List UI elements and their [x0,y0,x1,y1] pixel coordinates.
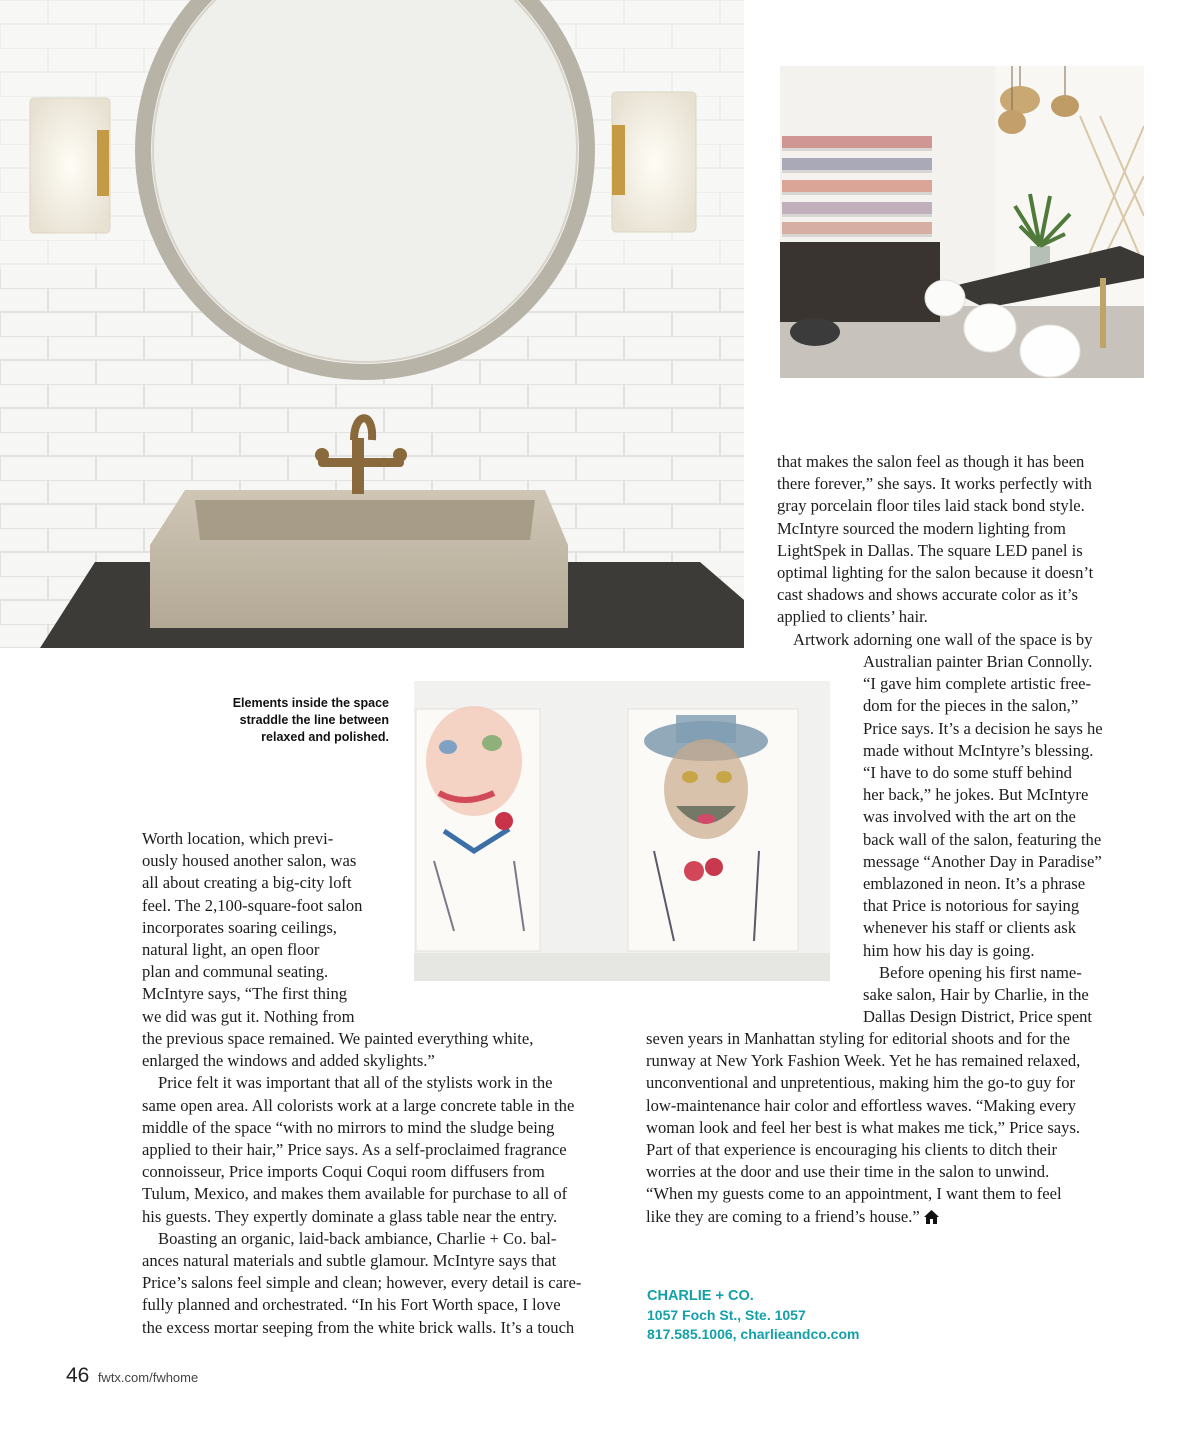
left-column-wide [142,1028,622,1339]
text-line [646,1206,1136,1230]
right-column-narrow [863,651,1128,1028]
text-line: Price’s salons feel simple and clean; however, every detail is care- [142,1273,582,1293]
text-line: all about creating a big-city loft [142,873,352,893]
text-line: Boasting an organic, laid-back ambiance, Charlie + Co. bal- [158,1228,557,1248]
text-line: Artwork adorning one wall of the space is by [793,629,1093,649]
text-line: gray porcelain floor tiles laid stack bond style. [777,496,1085,516]
text-line: sake salon, Hair by Charlie, in the [863,985,1089,1005]
text-line: McIntyre says, “The first thing [142,984,348,1004]
text-line: middle of the space “with no mirrors to mind the sludge being [142,1117,555,1137]
house-icon [924,1208,939,1230]
salon-address: 1057 Foch St., Ste. 1057 [647,1307,806,1323]
text-line: was involved with the art on the [863,807,1076,827]
page-folio [66,1364,198,1388]
right-column-bottom [646,1028,1136,1230]
site-url: fwtx.com/fwhome [97,1370,199,1385]
text-line: Price felt it was important that all of the stylists work in the [158,1073,553,1093]
text-line: “I gave him complete artistic free- [863,674,1092,694]
right-column-top [777,451,1127,651]
salon-info [647,1287,947,1344]
text-line: Australian painter Brian Connolly. [863,652,1093,671]
caption-line: relaxed and polished. [261,730,389,744]
text-line: his guests. They expertly dominate a glass table near the entry. [142,1206,558,1226]
text-line: ously housed another salon, was [142,851,357,871]
text-line: natural light, an open floor [142,940,320,960]
text-line: Dallas Design District, Price spent [863,1007,1093,1027]
text-line: emblazoned in neon. It’s a phrase [863,874,1086,894]
text-line: worries at the door and use their time in the salon to unwind. [646,1162,1050,1182]
text-line: Before opening his first name- [879,962,1082,982]
text-line: seven years in Manhattan styling for editorial shoots and for the [646,1029,1070,1048]
text-line: whenever his staff or clients ask [863,918,1077,938]
text-line: feel. The 2,100-square-foot salon [142,895,363,915]
text-line: there forever,” she says. It works perfectly with [777,474,1092,494]
text-line: back wall of the salon, featuring the [863,829,1102,849]
caption-line: straddle the line between [239,713,389,727]
text-line: applied to clients’ hair. [777,607,928,627]
text-line: plan and communal seating. [142,962,329,982]
text-line: him how his day is going. [863,940,1035,960]
text-line: LightSpek in Dallas. The square LED panel is [777,540,1083,560]
text-line: “When my guests come to an appointment, I want them to feel [646,1184,1062,1204]
bathroom-illustration [0,0,744,648]
text-line: her back,” he jokes. But McIntyre [863,785,1089,805]
caption-line: Elements inside the space [232,696,389,710]
salon-interior-photo [780,66,1144,378]
salon-contact: 817.585.1006, charlieandco.com [647,1326,860,1342]
text-line: optimal lighting for the salon because it doesn’t [777,563,1094,583]
text-line: cast shadows and shows accurate color as it’s [777,585,1078,605]
text-line: Price says. It’s a decision he says he [863,718,1103,738]
salon-illustration [780,66,1144,378]
text-line: the previous space remained. We painted everything white, [142,1029,534,1048]
text-line: woman look and feel her best is what makes me tick,” Price says. [646,1117,1081,1137]
text-line: enlarged the windows and added skylights.” [142,1051,435,1071]
text-line: Worth location, which previ- [142,829,334,848]
text-line: “I have to do some stuff behind [863,763,1072,783]
text-line: same open area. All colorists work at a large concrete table in the [142,1095,575,1115]
left-column-narrow [142,828,402,1028]
bathroom-photo [0,0,744,648]
text-line: McIntyre sourced the modern lighting from [777,518,1066,538]
text-line: that Price is notorious for saying [863,896,1080,916]
text-line: unconventional and unpretentious, making him the go-to guy for [646,1073,1076,1093]
text-line: the excess mortar seeping from the white brick walls. It’s a touch [142,1317,575,1337]
text-line: Part of that experience is encouraging his clients to ditch their [646,1140,1058,1160]
artwork-photo [414,681,830,981]
text-line: dom for the pieces in the salon,” [863,696,1079,716]
text-line: low-maintenance hair color and effortless waves. “Making every [646,1095,1077,1115]
text-span: like they are coming to a friend’s house.” [646,1206,920,1226]
text-line: we did was gut it. Nothing from [142,1006,355,1026]
text-line: fully planned and orchestrated. “In his Fort Worth space, I love [142,1295,561,1315]
text-line: connoisseur, Price imports Coqui Coqui room diffusers from [142,1162,545,1182]
salon-name: CHARLIE + CO. [647,1288,754,1304]
text-line: Tulum, Mexico, and makes them available for purchase to all of [142,1184,568,1204]
text-line: made without McIntyre’s blessing. [863,740,1094,760]
text-line: incorporates soaring ceilings, [142,917,337,937]
paintings-illustration [414,681,830,981]
text-line: applied to their hair,” Price says. As a self-proclaimed fragrance [142,1140,567,1160]
text-line: runway at New York Fashion Week. Yet he has remained relaxed, [646,1051,1081,1071]
text-line: that makes the salon feel as though it has been [777,452,1085,471]
text-line: message “Another Day in Paradise” [863,851,1102,871]
text-line: ances natural materials and subtle glamour. McIntyre says that [142,1251,557,1271]
page-number: 46 [66,1364,90,1387]
photo-caption [180,695,389,746]
